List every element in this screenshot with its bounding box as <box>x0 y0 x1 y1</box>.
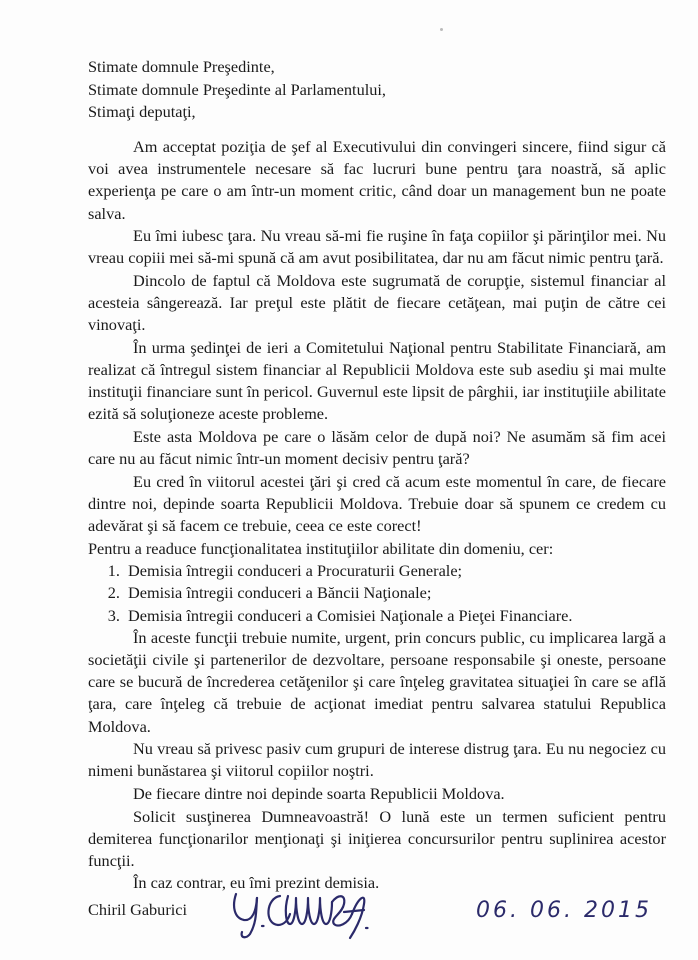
paragraph: De fiecare dintre noi depinde soarta Republicii Moldova. <box>133 783 505 803</box>
paragraph: Dincolo de faptul că Moldova este sugrumată de corupţie, sistemul financiar al acesteia sângerează. Iar preţul este plătit de fiecare cetăţean, mai puţin de către cei vinovaţi. <box>88 270 666 335</box>
paragraph: În caz contrar, eu îmi prezint demisia. <box>133 873 380 893</box>
paragraph: În urma şedinţei de ieri a Comitetului Naţional pentru Stabilitate Financiară, am realizat că întregul sistem financiar al Republicii Moldova este sub asediu şi mai multe instituţii financiare sunt în pericol. Guvernul este lipsit de pârghii, iar instituţiile abilitate ezită să soluţioneze aceste probleme. <box>88 337 666 424</box>
paragraph: Nu vreau să privesc pasiv cum grupuri de interese distrug ţara. Eu nu negociez cu nimeni bunăstarea şi viitorul copiilor noştri. <box>88 739 666 781</box>
scan-speck <box>440 28 443 31</box>
demand-item: 1. Demisia întregii conduceri a Procuraturii Generale; <box>124 560 666 582</box>
letter-body <box>88 136 666 895</box>
paragraph: Eu îmi iubesc ţara. Nu vreau să-mi fie ruşine în faţa copiilor şi părinţilor mei. Nu vreau copiii mei să-mi spună că am avut posibilitatea, dar nu am făcut nimic pentru ţară. <box>88 226 666 268</box>
greeting-line: Stimaţi deputaţi, <box>88 102 196 121</box>
demand-item: 2. Demisia întregii conduceri a Băncii Naţionale; <box>124 582 666 604</box>
paragraph: Am acceptat poziţia de şef al Executivului din convingeri sincere, fiind sigur că voi avea instrumentele necesare să fac lucruri bune pentru ţara noastră, să aplic experienţa pe care o am într-un moment critic, când doar un management bun ne poate salva. <box>88 137 666 223</box>
handwritten-signature <box>226 884 376 940</box>
paragraph: Solicit susţinerea Dumneavoastră! O lună este un termen suficient pentru demiterea funcţionarilor menţionaţi şi iniţierea concursurilor pentru suplinirea acestor funcţii. <box>88 806 666 870</box>
demand-item: 3. Demisia întregii conduceri a Comisiei Naţionale a Pieţei Financiare. <box>124 605 666 627</box>
signatory-name: Chiril Gaburici <box>88 900 188 919</box>
greeting-line: Stimate domnule Preşedinte al Parlamentului, <box>88 79 386 99</box>
greeting-line: Stimate domnule Preşedinte, <box>88 57 275 76</box>
paragraph: Eu cred în viitorul acestei ţări şi cred că acum este momentul în care, de fiecare dintre noi, depinde soarta Republicii Moldova. Trebuie doar să spunem ce credem cu adevărat şi să facem ce trebuie, ceea ce este corect! <box>88 471 666 536</box>
paragraph-demands-intro: Pentru a readuce funcţionalitatea instituţiilor abilitate din domeniu, cer: <box>88 538 554 558</box>
paragraph: Este asta Moldova pe care o lăsăm celor de după noi? Ne asumăm să fim acei care nu au făcut nimic într-un moment decisiv pentru ţară? <box>88 427 666 469</box>
paragraph: În aceste funcţii trebuie numite, urgent, prin concurs public, cu implicarea largă a societăţii civile şi partenerilor de dezvoltare, persoane responsabile şi oneste, persoane care se bucură de încrederea cetăţenilor şi care înţeleg gravitatea situaţiei în care se află ţara, care înţeleg că trebuie de acţionat imediat pentru salvarea statului Republica Moldova. <box>88 627 666 736</box>
demands-list <box>88 560 666 627</box>
greeting-block <box>88 56 386 124</box>
handwritten-date: 06. 06. 2015 <box>476 898 652 923</box>
signature-row <box>88 896 678 946</box>
